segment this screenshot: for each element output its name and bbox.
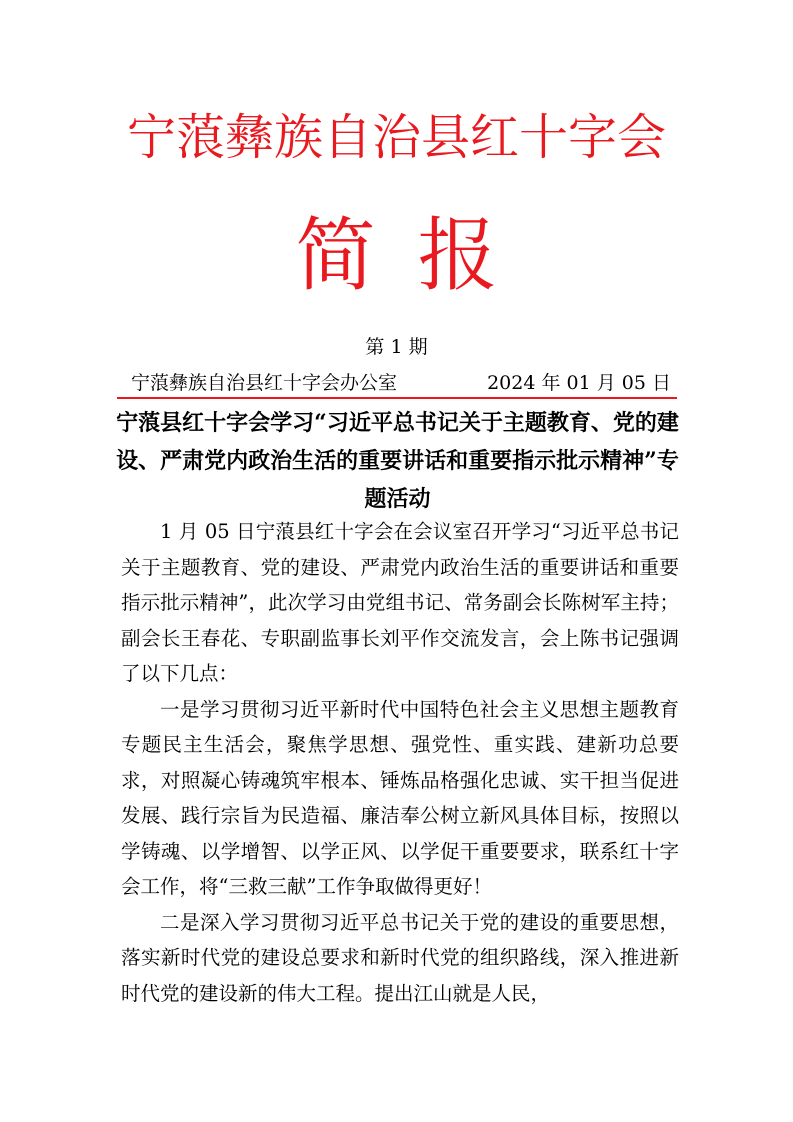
issue-number: 第 1 期 xyxy=(365,336,428,358)
doc-type-char-1: 简 xyxy=(295,209,376,302)
article-title: 宁蒗县红十字会学习“习近平总书记关于主题教育、党的建设、严肃党内政治生活的重要讲话和重要指示批示精神”专题活动 xyxy=(116,410,679,512)
organization-title: 宁蒗彝族自治县红十字会 xyxy=(126,109,666,166)
header-divider xyxy=(117,397,677,399)
paragraph-point-two: 二是深入学习贯彻习近平总书记关于党的建设的重要思想，落实新时代党的建设总要求和新时代党的组织路线，深入推进新时代党的建设新的伟大工程。提出江山就是人民， xyxy=(121,910,679,1005)
article-body xyxy=(121,514,679,1011)
document-type-heading xyxy=(0,208,793,304)
issuing-office: 宁蒗彝族自治县红十字会办公室 xyxy=(131,372,398,394)
issue-date: 2024 年 01 月 05 日 xyxy=(487,372,671,394)
paragraph-point-one: 一是学习贯彻习近平新时代中国特色社会主义思想主题教育专题民主生活会，聚焦学思想、强党性、重实践、建新功总要求，对照凝心铸魂筑牢根本、锤炼品格强化忠诚、实干担当促进发展、践行宗旨为民造福、廉洁奉公树立新风具体目标，按照以学铸魂、以学增智、以学正风、以学促干重要要求，联系红十字会工作，将“三救三献”工作争取做得更好！ xyxy=(121,697,679,898)
paragraph-intro: 1 月 05 日宁蒗县红十字会在会议室召开学习“习近平总书记关于主题教育、党的建设、严肃党内政治生活的重要讲话和重要指示批示精神”，此次学习由党组书记、常务副会长陈树军主持；副会长王春花、专职副监事长刘平作交流发言，会上陈书记强调了以下几点： xyxy=(121,520,679,685)
doc-type-char-2: 报 xyxy=(417,209,498,302)
issuer-line xyxy=(117,370,677,398)
